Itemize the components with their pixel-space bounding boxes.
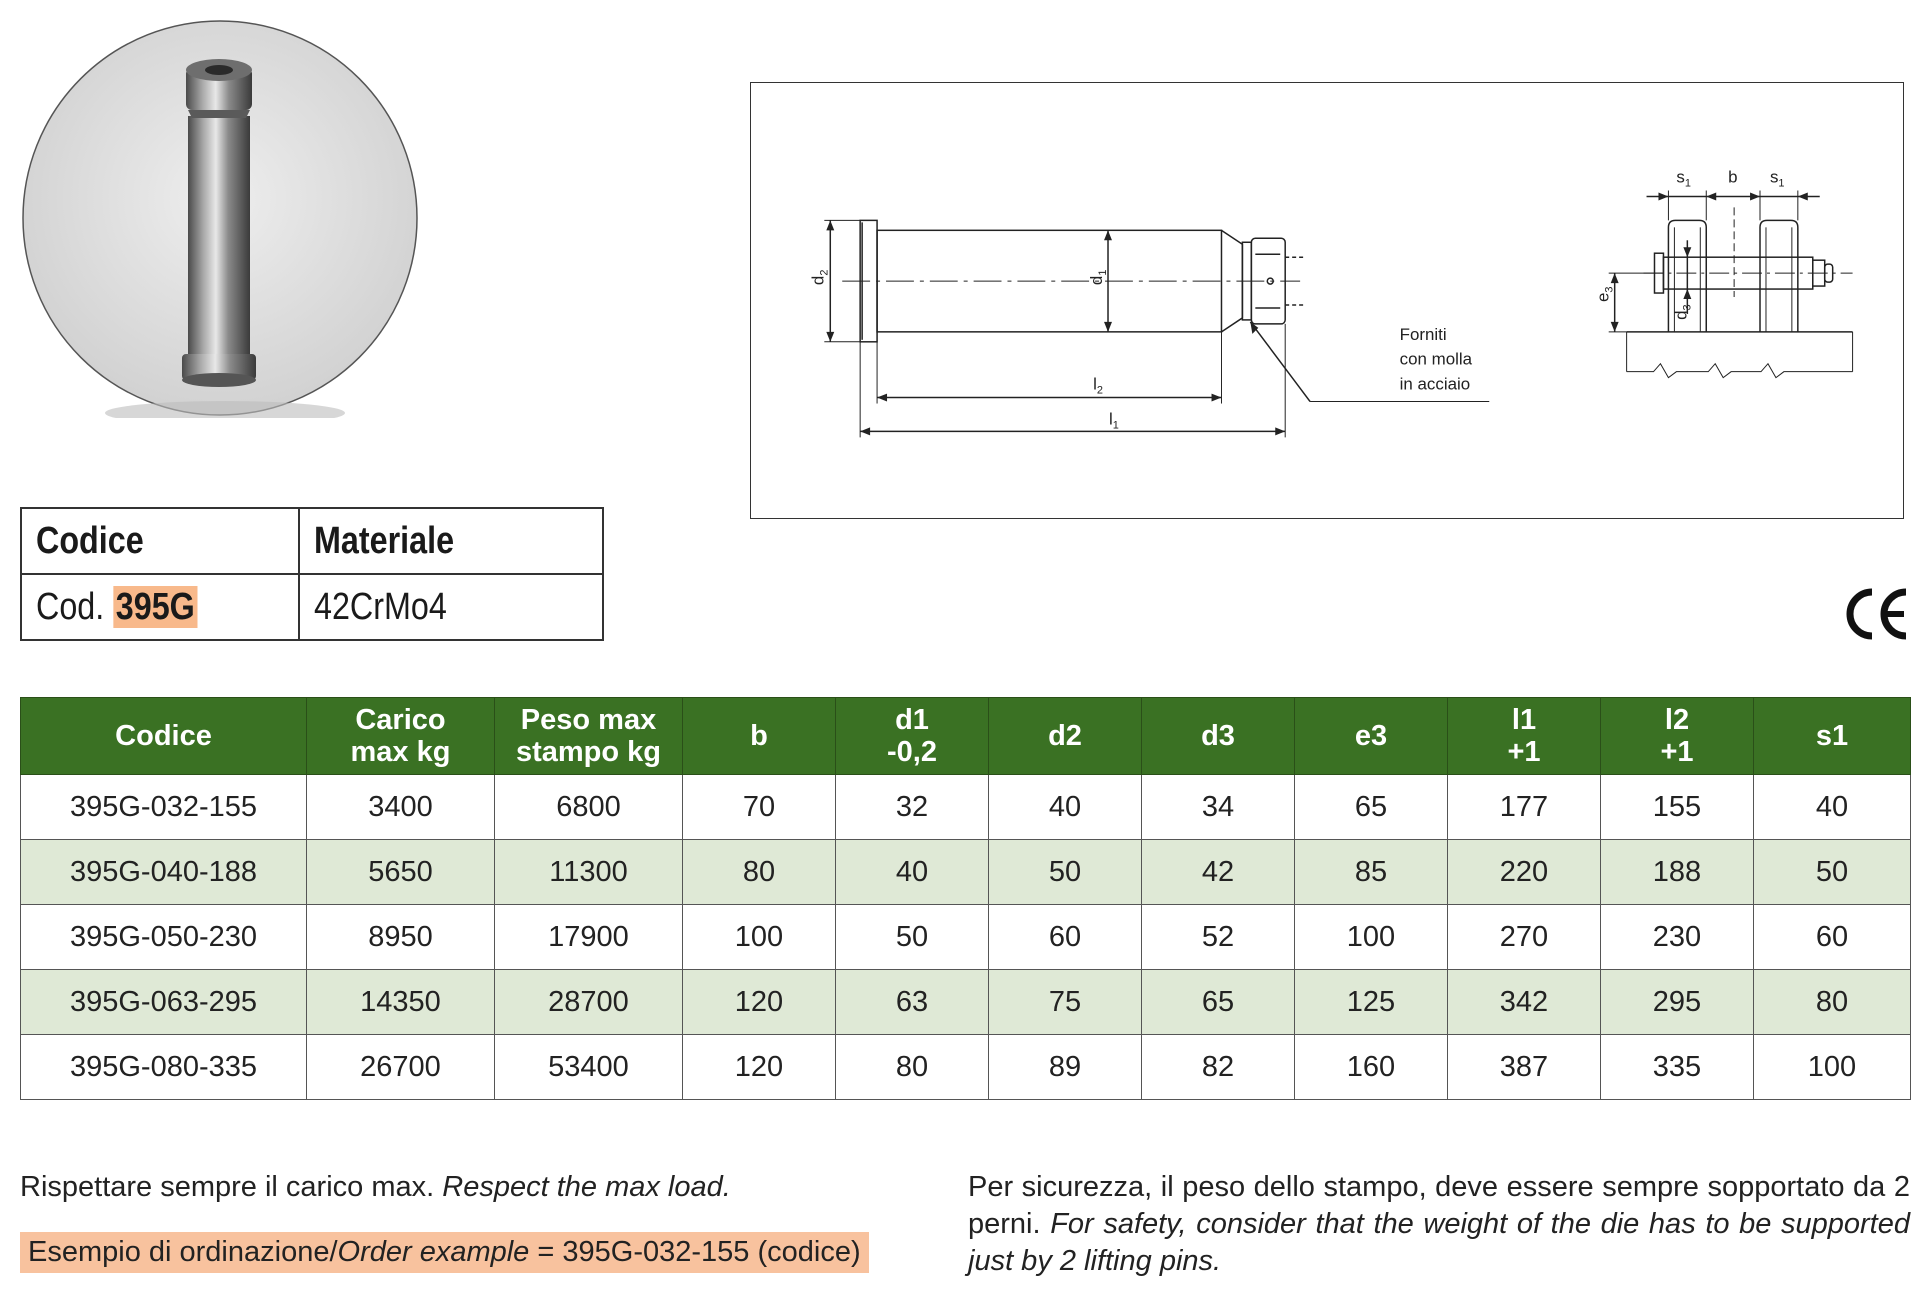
table-cell: 120 — [683, 1035, 836, 1100]
column-header — [1601, 698, 1754, 775]
table-header-row — [21, 698, 1911, 775]
column-header-line: e3 — [1354, 720, 1388, 752]
table-cell: 70 — [683, 775, 836, 840]
material-header: Materiale — [314, 519, 455, 562]
column-header — [495, 698, 683, 775]
code-value: 395G — [113, 586, 197, 628]
label-e3: $e_3$ — [1593, 286, 1616, 302]
table-cell: 50 — [1754, 840, 1911, 905]
label-d2: $d_2$ — [808, 269, 831, 286]
label-l1: $l_1$ — [1109, 409, 1119, 432]
label-d3: $d_3$ — [1671, 304, 1694, 320]
code-value-wrap — [36, 586, 197, 629]
table-cell: 342 — [1448, 970, 1601, 1035]
spec-table — [20, 697, 1911, 1100]
table-cell: 85 — [1295, 840, 1448, 905]
table-cell: 335 — [1601, 1035, 1754, 1100]
table-cell: 395G-063-295 — [21, 970, 307, 1035]
note-line-2: con molla — [1399, 349, 1473, 369]
material-value-cell — [299, 574, 603, 640]
column-header-line: Codice — [115, 720, 212, 752]
column-header — [307, 698, 495, 775]
table-row — [21, 775, 1911, 840]
table-cell: 155 — [1601, 775, 1754, 840]
table-cell: 60 — [1754, 905, 1911, 970]
table-cell: 395G-050-230 — [21, 905, 307, 970]
table-cell: 32 — [836, 775, 989, 840]
table-cell: 89 — [989, 1035, 1142, 1100]
safety-it: Per sicurezza, il peso dello stampo, deve essere sempre sopportato da 2 perni. — [968, 1171, 1910, 1240]
column-header-line: l1 — [1511, 704, 1537, 736]
column-header — [1754, 698, 1911, 775]
note-line-3: in acciaio — [1399, 374, 1471, 394]
table-cell: 26700 — [307, 1035, 495, 1100]
table-cell: 75 — [989, 970, 1142, 1035]
order-en: Order example — [337, 1236, 530, 1268]
safety-en: For safety, consider that the weight of the die has to be supported just by 2 lifting pins. — [968, 1208, 1910, 1277]
material-value: 42CrMo4 — [314, 585, 447, 628]
table-cell: 8950 — [307, 905, 495, 970]
table-row — [21, 905, 1911, 970]
column-header-line: d2 — [1048, 720, 1082, 752]
table-cell: 42 — [1142, 840, 1295, 905]
column-header-line: b — [750, 720, 768, 752]
table-cell: 230 — [1601, 905, 1754, 970]
table-cell: 52 — [1142, 905, 1295, 970]
column-header-line: +1 — [1660, 736, 1694, 768]
code-prefix: Cod. — [36, 585, 105, 628]
table-cell: 395G-032-155 — [21, 775, 307, 840]
table-cell: 395G-040-188 — [21, 840, 307, 905]
table-row — [21, 970, 1911, 1035]
table-cell: 14350 — [307, 970, 495, 1035]
label-b: b — [1728, 167, 1738, 187]
table-cell: 40 — [1754, 775, 1911, 840]
column-header — [836, 698, 989, 775]
safety-note — [968, 1169, 1910, 1280]
table-cell: 80 — [683, 840, 836, 905]
technical-drawing — [750, 82, 1904, 519]
column-header — [1295, 698, 1448, 775]
table-cell: 53400 — [495, 1035, 683, 1100]
material-header-cell — [299, 508, 603, 574]
table-cell: 100 — [1295, 905, 1448, 970]
column-header-line: stampo kg — [515, 736, 662, 768]
table-cell: 270 — [1448, 905, 1601, 970]
table-cell: 125 — [1295, 970, 1448, 1035]
label-s1-right: $s_1$ — [1769, 167, 1785, 190]
table-cell: 3400 — [307, 775, 495, 840]
product-photo — [20, 18, 420, 418]
table-cell: 387 — [1448, 1035, 1601, 1100]
column-header — [989, 698, 1142, 775]
table-row — [21, 1035, 1911, 1100]
order-it: Esempio di ordinazione/ — [28, 1236, 338, 1268]
max-load-en: Respect the max load. — [442, 1171, 731, 1203]
column-header-line: -0,2 — [887, 736, 937, 768]
table-cell: 395G-080-335 — [21, 1035, 307, 1100]
table-cell: 60 — [989, 905, 1142, 970]
code-header: Codice — [36, 519, 144, 562]
table-cell: 177 — [1448, 775, 1601, 840]
column-header-line: s1 — [1815, 720, 1849, 752]
table-cell: 28700 — [495, 970, 683, 1035]
max-load-it: Rispettare sempre il carico max. — [20, 1171, 435, 1203]
table-cell: 50 — [836, 905, 989, 970]
table-cell: 80 — [836, 1035, 989, 1100]
column-header-line: max kg — [350, 736, 451, 768]
table-cell: 120 — [683, 970, 836, 1035]
table-cell: 160 — [1295, 1035, 1448, 1100]
column-header — [1448, 698, 1601, 775]
label-d1: $d_1$ — [1087, 269, 1110, 286]
table-cell: 295 — [1601, 970, 1754, 1035]
table-cell: 5650 — [307, 840, 495, 905]
table-cell: 11300 — [495, 840, 683, 905]
column-header — [683, 698, 836, 775]
table-cell: 17900 — [495, 905, 683, 970]
table-cell: 188 — [1601, 840, 1754, 905]
table-cell: 65 — [1142, 970, 1295, 1035]
table-cell: 63 — [836, 970, 989, 1035]
table-cell: 6800 — [495, 775, 683, 840]
table-cell: 40 — [989, 775, 1142, 840]
ce-mark — [1846, 588, 1910, 640]
column-header-line: Peso max — [520, 704, 657, 736]
order-example — [20, 1232, 869, 1273]
table-cell: 100 — [683, 905, 836, 970]
table-cell: 65 — [1295, 775, 1448, 840]
label-s1-left: $s_1$ — [1676, 167, 1691, 190]
table-cell: 34 — [1142, 775, 1295, 840]
table-cell: 220 — [1448, 840, 1601, 905]
column-header-line: d1 — [895, 704, 929, 736]
table-cell: 40 — [836, 840, 989, 905]
table-cell: 100 — [1754, 1035, 1911, 1100]
code-value-cell — [21, 574, 299, 640]
column-header-line: +1 — [1507, 736, 1541, 768]
column-header-line: l2 — [1664, 704, 1690, 736]
table-cell: 82 — [1142, 1035, 1295, 1100]
max-load-note — [20, 1169, 920, 1206]
note-line-1: Forniti — [1399, 324, 1447, 344]
column-header-line: d3 — [1201, 720, 1235, 752]
column-header — [21, 698, 307, 775]
table-cell: 50 — [989, 840, 1142, 905]
order-value: = 395G-032-155 (codice) — [537, 1236, 861, 1268]
table-row — [21, 840, 1911, 905]
code-material-box — [20, 507, 604, 641]
column-header-line: Carico — [355, 704, 446, 736]
table-cell: 80 — [1754, 970, 1911, 1035]
label-l2: $l_2$ — [1093, 374, 1103, 397]
code-header-cell — [21, 508, 299, 574]
column-header — [1142, 698, 1295, 775]
